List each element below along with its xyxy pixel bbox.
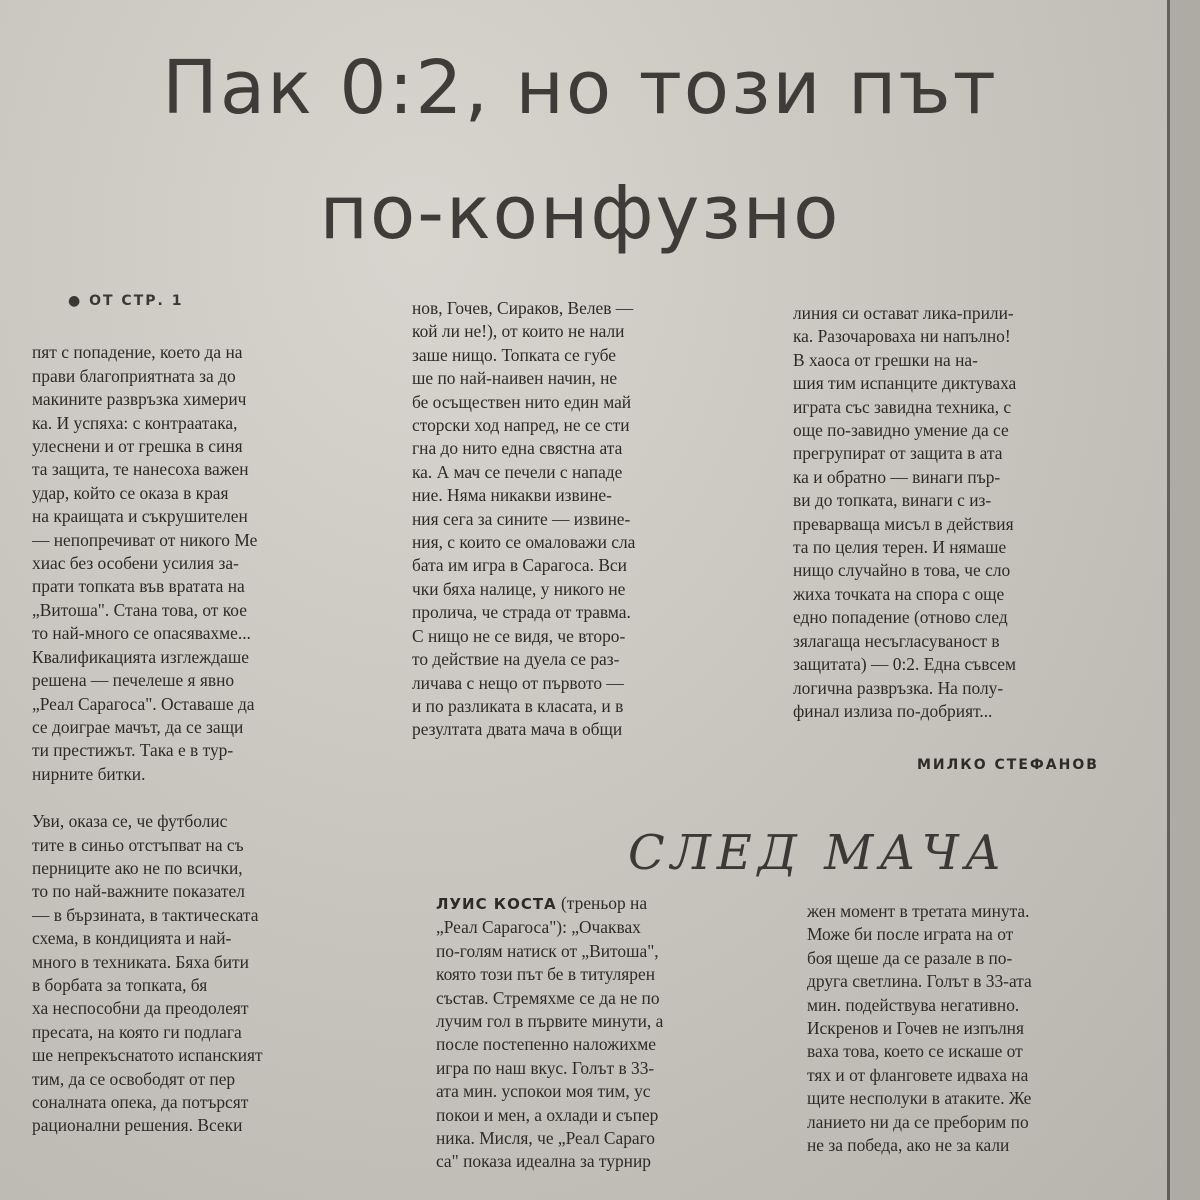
- text-line: прегрупират от защита в ата: [793, 443, 1003, 464]
- text-line: рационални решения. Всеки: [32, 1115, 243, 1136]
- text-line: сторски ход напред, не се сти: [412, 415, 630, 436]
- text-line: резултата двата мача в общи: [412, 719, 623, 740]
- text-line: то действие на дуела се раз-: [412, 649, 620, 670]
- after-match-heading: СЛЕД МАЧА: [628, 825, 1008, 881]
- text-line: тим, да се освободят от пер: [32, 1068, 236, 1089]
- text-line: ви до топката, винаги с из-: [793, 490, 992, 511]
- text-line: която този път бе в титулярен: [436, 964, 656, 985]
- text-line: мин. подействува негативно.: [807, 994, 1020, 1015]
- text-line: ние. Няма никакви извине-: [412, 485, 612, 506]
- text-line: ка и обратно — винаги пър-: [793, 466, 1001, 487]
- text-line: заше нищо. Топката се губе: [412, 344, 617, 365]
- text-line: жен момент в третата минута.: [807, 901, 1030, 921]
- text-line: Искренов и Гочев не изпълня: [807, 1018, 1024, 1039]
- text-line: нищо случайно в това, че сло: [793, 560, 1011, 581]
- text-line: удар, който се оказа в края: [32, 482, 229, 503]
- column-1-paragraph-1: [32, 341, 394, 786]
- text-line: финал излиза по-добрият...: [793, 700, 993, 721]
- text-line: ваха това, което се искаше от: [807, 1041, 1023, 1062]
- text-line: щите несполуки в атаките. Же: [807, 1088, 1032, 1109]
- continued-from-label: ● ОТ СТР. 1: [68, 293, 184, 309]
- text-line: пят с попадение, което да на: [32, 342, 243, 363]
- text-line: то по най-важните показател: [32, 881, 245, 902]
- column-rule: [1167, 0, 1170, 1200]
- text-line: Може би после играта на от: [807, 924, 1014, 945]
- text-line: та защита, те нанесоха важен: [32, 459, 249, 480]
- headline-line-1: Пак 0:2, но този път: [162, 45, 998, 131]
- text-line: на краищата и съкрушителен: [32, 506, 248, 527]
- column-1-paragraph-2: [32, 810, 394, 1138]
- text-line: защитата) — 0:2. Една съвсем: [793, 654, 1017, 675]
- text-line: зялагаща несъгласуваност в: [793, 630, 1000, 651]
- text-line: кой ли не!), от които не нали: [412, 321, 625, 342]
- text-line: ния, с които се омаловажи сла: [412, 532, 636, 553]
- text-line: нов, Гочев, Сираков, Велев —: [412, 298, 634, 318]
- text-line: после постепенно наложихме: [436, 1034, 656, 1055]
- text-line: се доиграе мачът, да се защи: [32, 716, 244, 737]
- article-column-3: [793, 302, 1143, 723]
- text-line: лучим гол в първите минути, а: [436, 1011, 664, 1032]
- text-line: гна до нито една свястна ата: [412, 438, 623, 459]
- text-line: „Витоша". Стана това, от кое: [32, 599, 247, 620]
- text-line: логична развръзка. На полу-: [793, 677, 1004, 698]
- text-line: пресата, на която ги подлага: [32, 1021, 242, 1042]
- text-line: ка. А мач се печели с нападе: [412, 461, 623, 482]
- speaker-role-start: (треньор на: [556, 893, 648, 913]
- article-column-2: [412, 297, 784, 742]
- text-line: хиас без особени усилия за-: [32, 553, 239, 574]
- text-line: не за победа, ако не за кали: [807, 1135, 1010, 1156]
- text-line: прави благоприятната за до: [32, 365, 236, 386]
- text-line: Квалификацията изглеждаше: [32, 646, 249, 667]
- text-line: перниците ако не по всички,: [32, 857, 243, 878]
- text-line: ланието ни да се преборим по: [807, 1111, 1029, 1132]
- text-line: соналната опека, да потърсят: [32, 1092, 249, 1112]
- text-line: то най-много се опасявахме...: [32, 623, 251, 644]
- text-line: — в бързината, в тактическата: [32, 904, 259, 925]
- after-match-column-1: [436, 892, 788, 1174]
- text-line: В хаоса от грешки на на-: [793, 349, 978, 370]
- text-line: тях и от фланговете идваха на: [807, 1064, 1029, 1085]
- text-line: решена — печелеше я явно: [32, 670, 235, 691]
- text-line: тите в синьо отстъпват на съ: [32, 834, 244, 855]
- text-line: прати топката във вратата на: [32, 576, 245, 597]
- text-line: „Реал Сарагоса"): „Очаквах: [436, 917, 641, 938]
- text-line: боя щеше да се разале в по-: [807, 947, 1013, 968]
- text-line: едно попадение (отново след: [793, 607, 1008, 628]
- headline-line-2: по-конфузно: [319, 170, 841, 256]
- text-line: ше непрекъснатото испанският: [32, 1045, 263, 1066]
- text-line: още по-завидно умение да се: [793, 420, 1009, 441]
- text-line: Уви, оказа се, че футболис: [32, 811, 228, 832]
- text-line: чки бяха налице, у никого не: [412, 578, 626, 599]
- text-line: преварваща мисъл в действия: [793, 513, 1014, 534]
- text-line: игра по наш вкус. Голът в 33-: [436, 1057, 655, 1078]
- text-line: ха неспособни да преодолеят: [32, 998, 249, 1019]
- after-match-column-1-text: [436, 916, 788, 1173]
- page-edge: [1170, 0, 1200, 1200]
- text-line: нирните битки.: [32, 763, 146, 784]
- text-line: ата мин. успокои моя тим, ус: [436, 1081, 651, 1102]
- text-line: ка. И успяха: с контраатака,: [32, 412, 238, 433]
- text-line: — непопречиват от никого Ме: [32, 529, 258, 550]
- text-line: улеснени и от грешка в синя: [32, 436, 243, 457]
- text-line: личава с нещо от първото —: [412, 672, 624, 693]
- text-line: шия тим испанците диктуваха: [793, 373, 1017, 394]
- author-signature: МИЛКО СТЕФАНОВ: [917, 757, 1099, 773]
- text-line: друга светлина. Голът в 33-ата: [807, 971, 1032, 992]
- text-line: играта със завидна техника, с: [793, 396, 1012, 417]
- text-line: бата им игра в Сарагоса. Вси: [412, 555, 627, 576]
- text-line: линия си остават лика-прили-: [793, 303, 1014, 323]
- text-line: ка. Разочароваха ни напълно!: [793, 326, 1011, 347]
- text-line: ше по най-наивен начин, не: [412, 368, 618, 389]
- text-line: макините развръзка химерич: [32, 389, 247, 410]
- text-line: са" показа идеална за турнир: [436, 1151, 651, 1172]
- text-line: и по разликата в класата, и в: [412, 695, 624, 716]
- text-line: жиха точката на спора с още: [793, 583, 1005, 604]
- text-line: състав. Стремяхме се да не по: [436, 987, 660, 1008]
- text-line: по-голям натиск от „Витоша",: [436, 940, 659, 961]
- after-match-column-2: [807, 900, 1144, 1157]
- quote-intro-line: [436, 892, 788, 916]
- text-line: ния сега за сините — извине-: [412, 508, 631, 529]
- text-line: покои и мен, а охлади и съпер: [436, 1104, 659, 1125]
- text-line: в борбата за топката, бя: [32, 974, 208, 995]
- text-line: „Реал Сарагоса". Оставаше да: [32, 693, 255, 714]
- text-line: та по целия терен. И нямаше: [793, 537, 1007, 558]
- text-line: С нищо не се видя, че второ-: [412, 625, 626, 646]
- text-line: пролича, че страда от травма.: [412, 602, 631, 623]
- text-line: ти престижът. Така е в тур-: [32, 740, 234, 761]
- text-line: схема, в кондицията и най-: [32, 928, 232, 949]
- text-line: бе осъществен нито един май: [412, 391, 632, 412]
- speaker-name: ЛУИС КОСТА: [436, 895, 557, 913]
- article-column-1: [32, 290, 394, 1138]
- text-line: ника. Мисля, че „Реал Сараго: [436, 1128, 656, 1149]
- text-line: много в техниката. Бяха бити: [32, 951, 249, 972]
